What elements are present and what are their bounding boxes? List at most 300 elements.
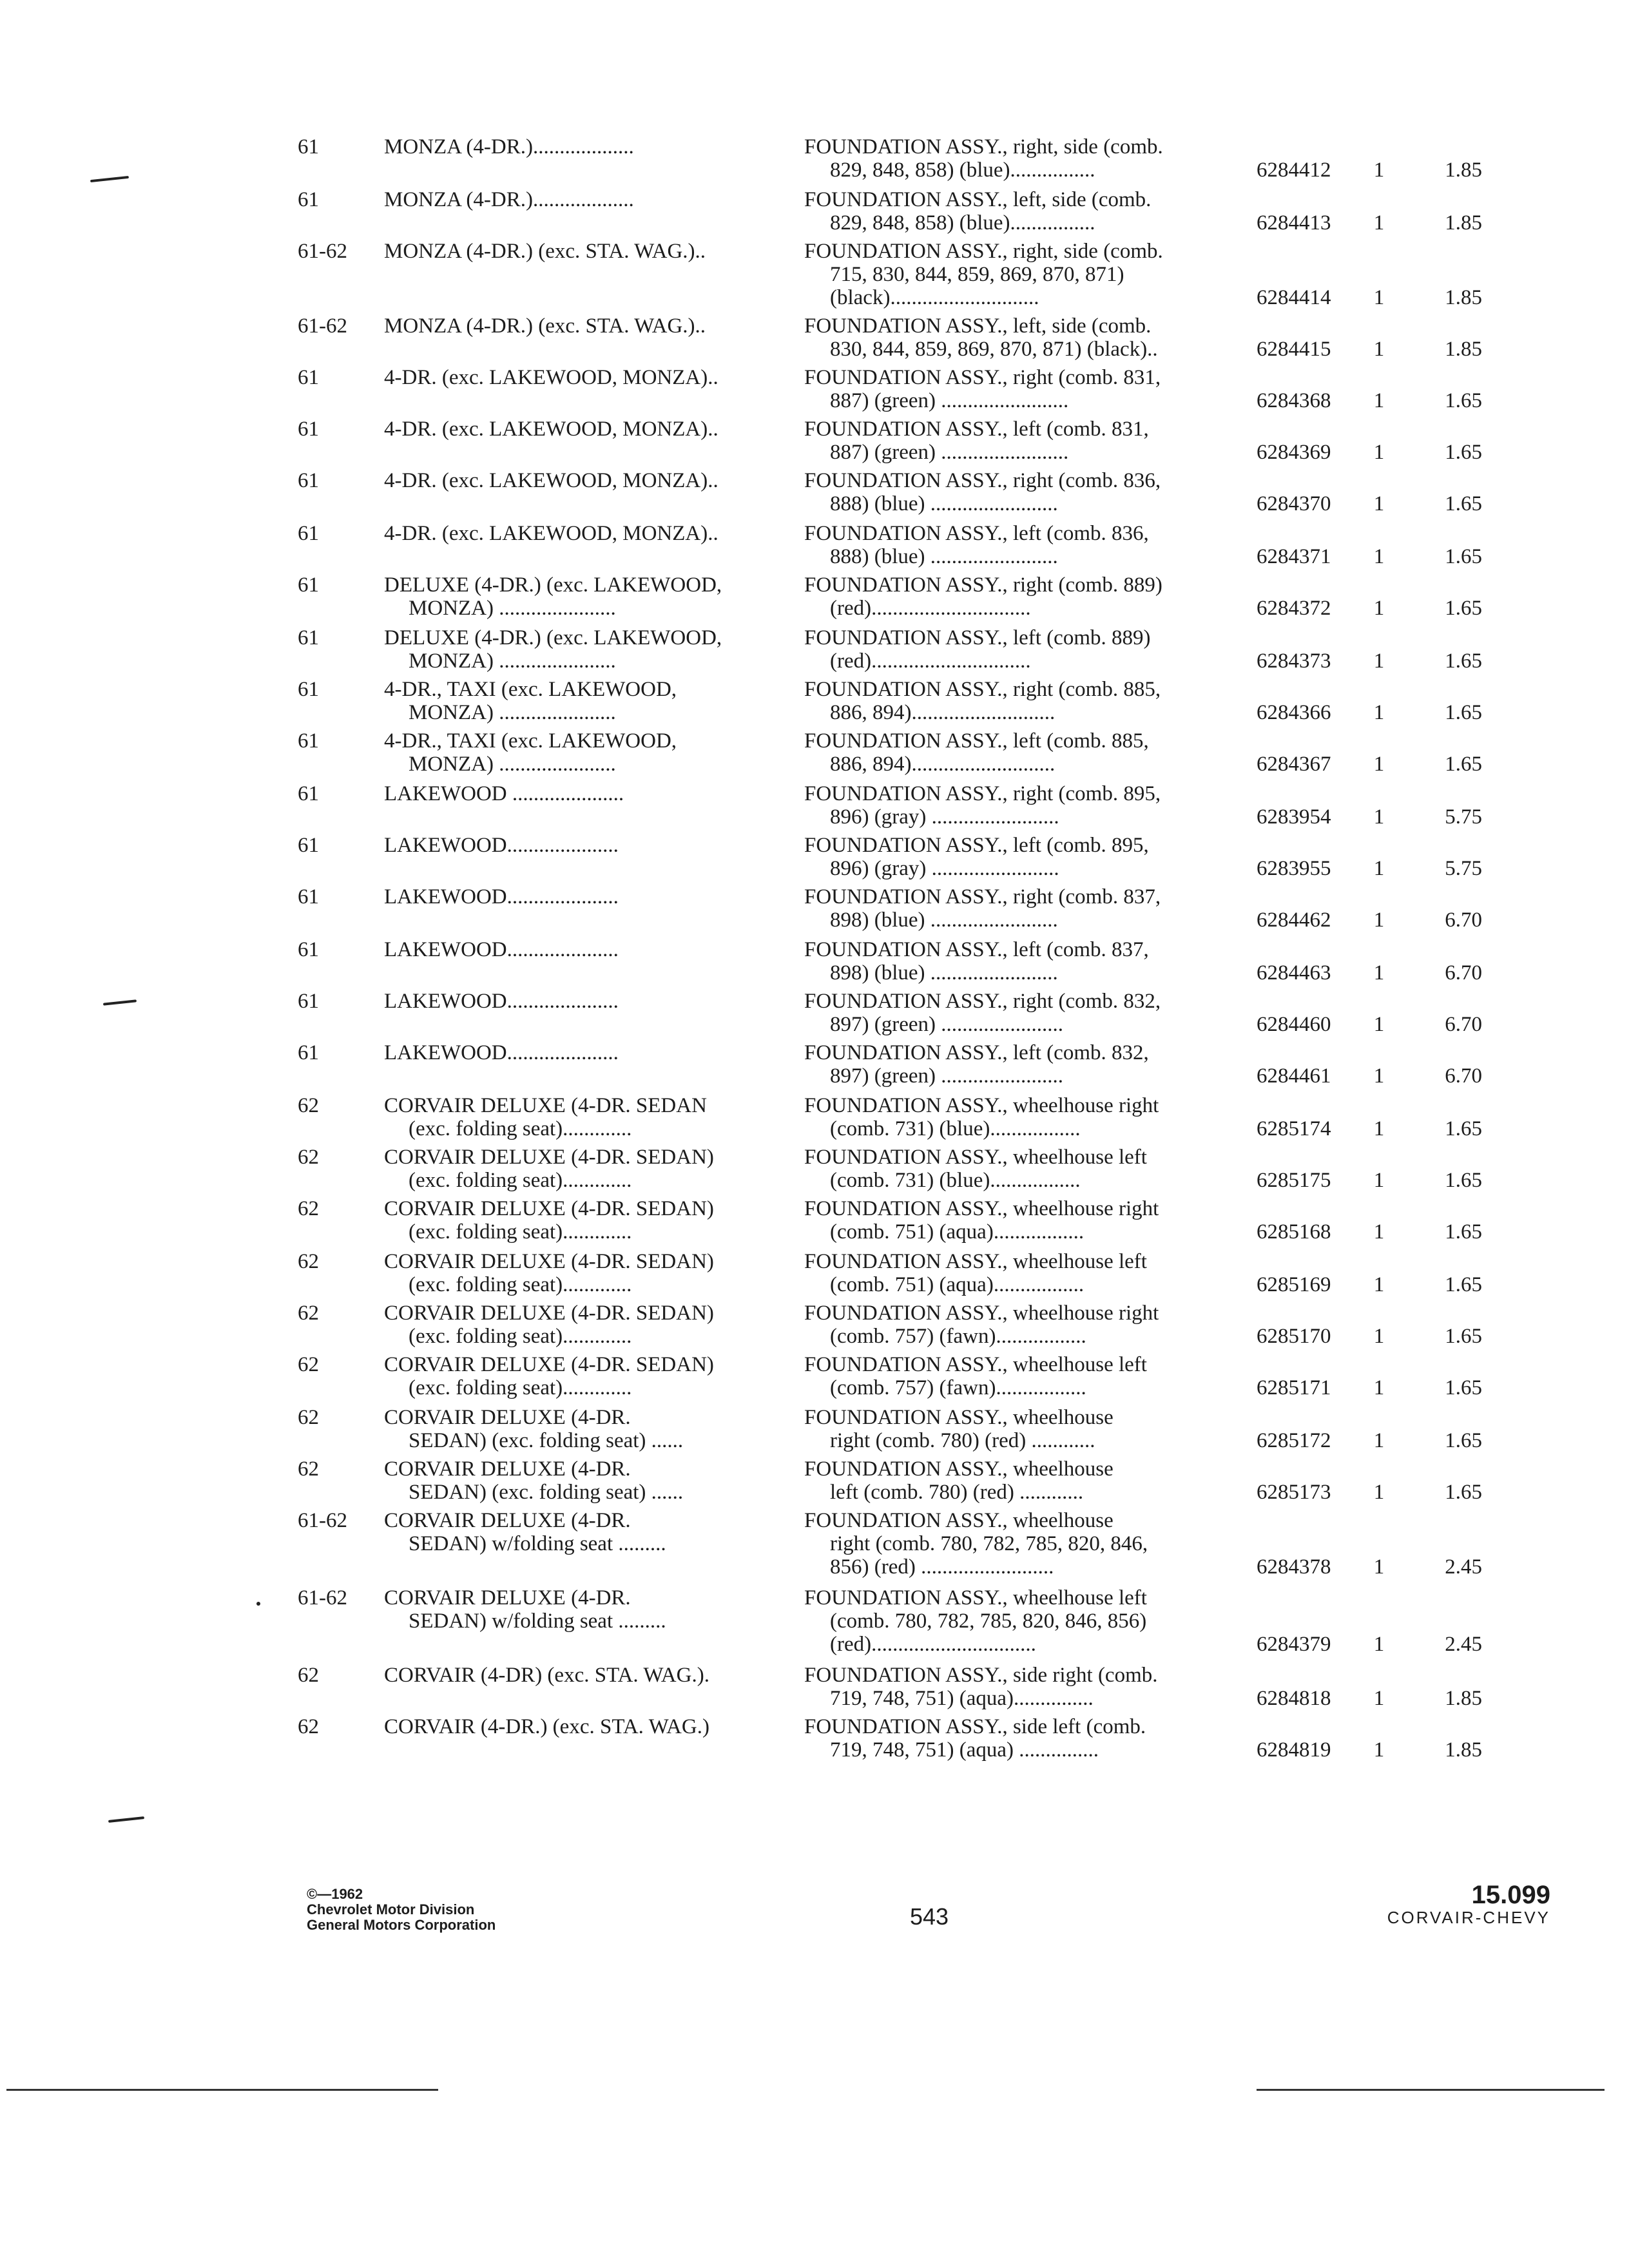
- model-line: MONZA (4-DR.)...................: [384, 188, 634, 211]
- model-line: CORVAIR DELUXE (4-DR. SEDAN): [384, 1250, 714, 1273]
- price-cell: 6.70: [1445, 908, 1482, 932]
- price-cell: 1.65: [1445, 1481, 1482, 1504]
- description-line: (comb. 757) (fawn).................: [830, 1376, 1086, 1399]
- description-line: 897) (green) .......................: [830, 1013, 1064, 1036]
- description-cell: [804, 1146, 1242, 1192]
- model-cell: [384, 1509, 771, 1555]
- year-cell: 61: [298, 834, 319, 857]
- description-cell: [804, 1041, 1242, 1088]
- description-line: (red)...............................: [830, 1633, 1036, 1656]
- price-cell: 1.65: [1445, 701, 1482, 724]
- quantity-cell: 1: [1373, 908, 1385, 932]
- model-cell: [384, 626, 771, 673]
- model-cell: [384, 1146, 771, 1192]
- description-cell: [804, 1509, 1242, 1579]
- page-number: 543: [910, 1903, 949, 1930]
- description-cell: [804, 1406, 1242, 1452]
- model-line: MONZA (4-DR.) (exc. STA. WAG.)..: [384, 240, 706, 263]
- part-number-cell: 6284372: [1257, 597, 1331, 620]
- price-cell: 2.45: [1445, 1633, 1482, 1656]
- price-cell: 1.65: [1445, 1273, 1482, 1296]
- quantity-cell: 1: [1373, 857, 1385, 880]
- model-line: MONZA) ......................: [409, 701, 616, 724]
- year-cell: 61: [298, 938, 319, 961]
- price-cell: 1.65: [1445, 1169, 1482, 1192]
- model-cell: [384, 1197, 771, 1244]
- model-cell: [384, 188, 771, 211]
- model-cell: [384, 885, 771, 908]
- description-line: FOUNDATION ASSY., left (comb. 889): [804, 626, 1151, 649]
- description-line: FOUNDATION ASSY., wheelhouse left: [804, 1586, 1147, 1610]
- description-line: (comb. 731) (blue).................: [830, 1169, 1081, 1192]
- part-number-cell: 6284463: [1257, 961, 1331, 985]
- price-cell: 1.65: [1445, 1117, 1482, 1140]
- model-cell: [384, 573, 771, 620]
- model-line: CORVAIR DELUXE (4-DR.: [384, 1509, 631, 1532]
- description-line: (comb. 751) (aqua).................: [830, 1220, 1084, 1244]
- part-number-cell: 6284414: [1257, 286, 1331, 309]
- quantity-cell: 1: [1373, 545, 1385, 568]
- bottom-rule-right: [1257, 2089, 1605, 2091]
- margin-mark: [108, 1816, 144, 1823]
- model-line: 4-DR. (exc. LAKEWOOD, MONZA)..: [384, 522, 718, 545]
- part-number-cell: 6285172: [1257, 1429, 1331, 1452]
- model-line: LAKEWOOD .....................: [384, 782, 624, 805]
- part-number-cell: 6284370: [1257, 492, 1331, 515]
- model-cell: [384, 240, 771, 263]
- description-cell: [804, 1353, 1242, 1399]
- part-number-cell: 6285168: [1257, 1220, 1331, 1244]
- description-cell: [804, 135, 1242, 182]
- model-cell: [384, 1715, 771, 1738]
- quantity-cell: 1: [1373, 1687, 1385, 1710]
- quantity-cell: 1: [1373, 1481, 1385, 1504]
- margin-mark: [103, 999, 137, 1005]
- price-cell: 1.65: [1445, 441, 1482, 464]
- year-cell: 62: [298, 1250, 319, 1273]
- year-cell: 61: [298, 729, 319, 753]
- quantity-cell: 1: [1373, 1064, 1385, 1088]
- model-cell: [384, 938, 771, 961]
- part-number-cell: 6284462: [1257, 908, 1331, 932]
- model-line: (exc. folding seat).............: [409, 1117, 632, 1140]
- part-number-cell: 6284378: [1257, 1555, 1331, 1579]
- description-line: FOUNDATION ASSY., right (comb. 836,: [804, 469, 1161, 492]
- description-line: FOUNDATION ASSY., wheelhouse right: [804, 1197, 1159, 1220]
- model-cell: [384, 469, 771, 492]
- model-line: SEDAN) (exc. folding seat) ......: [409, 1429, 684, 1452]
- description-line: FOUNDATION ASSY., right (comb. 831,: [804, 366, 1161, 389]
- model-line: 4-DR. (exc. LAKEWOOD, MONZA)..: [384, 366, 718, 389]
- description-line: FOUNDATION ASSY., wheelhouse left: [804, 1250, 1147, 1273]
- price-cell: 1.65: [1445, 389, 1482, 412]
- description-line: 888) (blue) ........................: [830, 545, 1058, 568]
- year-cell: 61: [298, 990, 319, 1013]
- model-line: SEDAN) w/folding seat .........: [409, 1532, 666, 1555]
- description-line: 719, 748, 751) (aqua)...............: [830, 1687, 1094, 1710]
- year-cell: 61: [298, 1041, 319, 1064]
- year-cell: 62: [298, 1406, 319, 1429]
- description-line: FOUNDATION ASSY., left (comb. 885,: [804, 729, 1149, 753]
- price-cell: 2.45: [1445, 1555, 1482, 1579]
- price-cell: 1.65: [1445, 1376, 1482, 1399]
- description-line: FOUNDATION ASSY., wheelhouse left: [804, 1146, 1147, 1169]
- description-line: FOUNDATION ASSY., right (comb. 885,: [804, 678, 1161, 701]
- quantity-cell: 1: [1373, 701, 1385, 724]
- corporation: General Motors Corporation: [307, 1917, 496, 1933]
- model-line: (exc. folding seat).............: [409, 1220, 632, 1244]
- quantity-cell: 1: [1373, 1220, 1385, 1244]
- description-line: FOUNDATION ASSY., right (comb. 895,: [804, 782, 1161, 805]
- description-cell: [804, 626, 1242, 673]
- description-cell: [804, 990, 1242, 1036]
- model-cell: [384, 1250, 771, 1296]
- description-line: FOUNDATION ASSY., left (comb. 832,: [804, 1041, 1149, 1064]
- model-cell: [384, 1302, 771, 1348]
- quantity-cell: 1: [1373, 389, 1385, 412]
- description-line: 887) (green) ........................: [830, 389, 1069, 412]
- quantity-cell: 1: [1373, 597, 1385, 620]
- model-line: CORVAIR (4-DR) (exc. STA. WAG.).: [384, 1664, 709, 1687]
- model-line: LAKEWOOD.....................: [384, 834, 619, 857]
- price-cell: 1.85: [1445, 1687, 1482, 1710]
- description-line: 897) (green) .......................: [830, 1064, 1064, 1088]
- model-line: MONZA) ......................: [409, 753, 616, 776]
- part-number-cell: 6283955: [1257, 857, 1331, 880]
- part-number-cell: 6284368: [1257, 389, 1331, 412]
- price-cell: 1.65: [1445, 1220, 1482, 1244]
- price-cell: 1.65: [1445, 545, 1482, 568]
- part-number-cell: 6284412: [1257, 159, 1331, 182]
- part-number-cell: 6283954: [1257, 805, 1331, 829]
- part-number-cell: 6284369: [1257, 441, 1331, 464]
- quantity-cell: 1: [1373, 1117, 1385, 1140]
- description-line: (comb. 757) (fawn).................: [830, 1325, 1086, 1348]
- model-cell: [384, 1457, 771, 1504]
- model-cell: [384, 1586, 771, 1633]
- model-line: CORVAIR DELUXE (4-DR.: [384, 1406, 631, 1429]
- part-number-cell: 6284379: [1257, 1633, 1331, 1656]
- description-cell: [804, 885, 1242, 932]
- model-cell: [384, 522, 771, 545]
- year-cell: 61-62: [298, 1586, 347, 1610]
- description-cell: [804, 240, 1242, 309]
- model-cell: [384, 1353, 771, 1399]
- margin-mark: [90, 176, 129, 182]
- part-number-cell: 6285169: [1257, 1273, 1331, 1296]
- model-line: SEDAN) w/folding seat .........: [409, 1610, 666, 1633]
- description-cell: [804, 366, 1242, 412]
- description-cell: [804, 418, 1242, 464]
- quantity-cell: 1: [1373, 1273, 1385, 1296]
- year-cell: 61-62: [298, 240, 347, 263]
- description-cell: [804, 938, 1242, 985]
- quantity-cell: 1: [1373, 1429, 1385, 1452]
- description-line: FOUNDATION ASSY., left, side (comb.: [804, 314, 1152, 338]
- description-line: (comb. 751) (aqua).................: [830, 1273, 1084, 1296]
- model-line: CORVAIR DELUXE (4-DR. SEDAN): [384, 1353, 714, 1376]
- quantity-cell: 1: [1373, 1555, 1385, 1579]
- price-cell: 1.65: [1445, 649, 1482, 673]
- model-line: 4-DR. (exc. LAKEWOOD, MONZA)..: [384, 469, 718, 492]
- model-line: LAKEWOOD.....................: [384, 990, 619, 1013]
- description-line: FOUNDATION ASSY., left (comb. 895,: [804, 834, 1149, 857]
- part-number-cell: 6285175: [1257, 1169, 1331, 1192]
- description-cell: [804, 188, 1242, 235]
- year-cell: 62: [298, 1146, 319, 1169]
- year-cell: 61: [298, 885, 319, 908]
- price-cell: 6.70: [1445, 1064, 1482, 1088]
- description-line: FOUNDATION ASSY., wheelhouse right: [804, 1094, 1159, 1117]
- copyright: ©—1962: [307, 1886, 363, 1902]
- model-cell: [384, 418, 771, 441]
- model-line: DELUXE (4-DR.) (exc. LAKEWOOD,: [384, 573, 722, 597]
- description-cell: [804, 573, 1242, 620]
- description-cell: [804, 314, 1242, 361]
- description-line: 886, 894)...........................: [830, 701, 1055, 724]
- description-cell: [804, 1715, 1242, 1762]
- description-line: 856) (red) .........................: [830, 1555, 1054, 1579]
- part-number-cell: 6284461: [1257, 1064, 1331, 1088]
- description-line: FOUNDATION ASSY., wheelhouse: [804, 1457, 1113, 1481]
- price-cell: 5.75: [1445, 857, 1482, 880]
- description-line: right (comb. 780) (red) ............: [830, 1429, 1095, 1452]
- description-line: 898) (blue) ........................: [830, 961, 1058, 985]
- description-line: FOUNDATION ASSY., left, side (comb.: [804, 188, 1152, 211]
- part-number-cell: 6284415: [1257, 338, 1331, 361]
- description-cell: [804, 678, 1242, 724]
- model-line: CORVAIR DELUXE (4-DR.: [384, 1586, 631, 1610]
- model-line: LAKEWOOD.....................: [384, 885, 619, 908]
- description-cell: [804, 729, 1242, 776]
- quantity-cell: 1: [1373, 211, 1385, 235]
- description-line: FOUNDATION ASSY., right (comb. 832,: [804, 990, 1161, 1013]
- description-cell: [804, 1094, 1242, 1140]
- description-cell: [804, 1197, 1242, 1244]
- description-cell: [804, 834, 1242, 880]
- model-line: MONZA (4-DR.) (exc. STA. WAG.)..: [384, 314, 706, 338]
- description-line: (comb. 780, 782, 785, 820, 846, 856): [830, 1610, 1147, 1633]
- description-cell: [804, 1586, 1242, 1656]
- year-cell: 61: [298, 573, 319, 597]
- model-line: (exc. folding seat).............: [409, 1325, 632, 1348]
- model-cell: [384, 990, 771, 1013]
- bottom-rule-left: [6, 2089, 438, 2091]
- model-cell: [384, 1041, 771, 1064]
- description-line: (comb. 731) (blue).................: [830, 1117, 1081, 1140]
- description-cell: [804, 1250, 1242, 1296]
- publisher-block: [307, 1887, 496, 1933]
- model-line: CORVAIR DELUXE (4-DR. SEDAN): [384, 1146, 714, 1169]
- part-number-cell: 6284373: [1257, 649, 1331, 673]
- year-cell: 62: [298, 1353, 319, 1376]
- description-cell: [804, 1664, 1242, 1710]
- model-line: (exc. folding seat).............: [409, 1273, 632, 1296]
- model-line: CORVAIR DELUXE (4-DR.: [384, 1457, 631, 1481]
- description-line: (black)............................: [830, 286, 1039, 309]
- model-line: 4-DR., TAXI (exc. LAKEWOOD,: [384, 729, 677, 753]
- part-number-cell: 6285174: [1257, 1117, 1331, 1140]
- quantity-cell: 1: [1373, 1013, 1385, 1036]
- description-cell: [804, 522, 1242, 568]
- model-cell: [384, 314, 771, 338]
- model-line: CORVAIR DELUXE (4-DR. SEDAN: [384, 1094, 707, 1117]
- model-line: CORVAIR DELUXE (4-DR. SEDAN): [384, 1197, 714, 1220]
- model-line: CORVAIR DELUXE (4-DR. SEDAN): [384, 1302, 714, 1325]
- year-cell: 61-62: [298, 314, 347, 338]
- price-cell: 1.85: [1445, 159, 1482, 182]
- section-code: 15.099: [1471, 1881, 1550, 1909]
- quantity-cell: 1: [1373, 1169, 1385, 1192]
- year-cell: 61: [298, 418, 319, 441]
- part-number-cell: 6284413: [1257, 211, 1331, 235]
- model-cell: [384, 366, 771, 389]
- description-line: FOUNDATION ASSY., wheelhouse: [804, 1406, 1113, 1429]
- description-cell: [804, 782, 1242, 829]
- model-cell: [384, 135, 771, 159]
- part-number-cell: 6284367: [1257, 753, 1331, 776]
- quantity-cell: 1: [1373, 492, 1385, 515]
- quantity-cell: 1: [1373, 159, 1385, 182]
- year-cell: 62: [298, 1197, 319, 1220]
- section-block: [1387, 1881, 1550, 1927]
- price-cell: 1.85: [1445, 286, 1482, 309]
- price-cell: 1.65: [1445, 597, 1482, 620]
- price-cell: 1.85: [1445, 211, 1482, 235]
- year-cell: 61: [298, 522, 319, 545]
- model-line: LAKEWOOD.....................: [384, 938, 619, 961]
- quantity-cell: 1: [1373, 441, 1385, 464]
- description-line: 719, 748, 751) (aqua) ...............: [830, 1738, 1099, 1762]
- model-line: DELUXE (4-DR.) (exc. LAKEWOOD,: [384, 626, 722, 649]
- price-cell: 5.75: [1445, 805, 1482, 829]
- margin-mark: [256, 1602, 260, 1606]
- division: Chevrolet Motor Division: [307, 1901, 475, 1917]
- model-line: SEDAN) (exc. folding seat) ......: [409, 1481, 684, 1504]
- quantity-cell: 1: [1373, 338, 1385, 361]
- year-cell: 61: [298, 678, 319, 701]
- part-number-cell: 6284819: [1257, 1738, 1331, 1762]
- model-line: (exc. folding seat).............: [409, 1376, 632, 1399]
- model-cell: [384, 782, 771, 805]
- model-cell: [384, 834, 771, 857]
- description-cell: [804, 1457, 1242, 1504]
- year-cell: 61: [298, 188, 319, 211]
- price-cell: 1.85: [1445, 338, 1482, 361]
- description-line: (red)..............................: [830, 597, 1031, 620]
- description-line: 888) (blue) ........................: [830, 492, 1058, 515]
- part-number-cell: 6284371: [1257, 545, 1331, 568]
- year-cell: 61: [298, 366, 319, 389]
- description-line: FOUNDATION ASSY., right, side (comb.: [804, 135, 1163, 159]
- model-line: CORVAIR (4-DR.) (exc. STA. WAG.): [384, 1715, 709, 1738]
- model-line: (exc. folding seat).............: [409, 1169, 632, 1192]
- description-line: FOUNDATION ASSY., right, side (comb.: [804, 240, 1163, 263]
- price-cell: 6.70: [1445, 1013, 1482, 1036]
- description-line: FOUNDATION ASSY., side left (comb.: [804, 1715, 1146, 1738]
- quantity-cell: 1: [1373, 1738, 1385, 1762]
- part-number-cell: 6285173: [1257, 1481, 1331, 1504]
- model-cell: [384, 729, 771, 776]
- description-line: 898) (blue) ........................: [830, 908, 1058, 932]
- description-line: 829, 848, 858) (blue)................: [830, 159, 1095, 182]
- year-cell: 61-62: [298, 1509, 347, 1532]
- description-line: 715, 830, 844, 859, 869, 870, 871): [830, 263, 1124, 286]
- price-cell: 1.65: [1445, 1429, 1482, 1452]
- part-number-cell: 6285171: [1257, 1376, 1331, 1399]
- quantity-cell: 1: [1373, 1325, 1385, 1348]
- description-line: right (comb. 780, 782, 785, 820, 846,: [830, 1532, 1148, 1555]
- description-line: FOUNDATION ASSY., side right (comb.: [804, 1664, 1158, 1687]
- model-cell: [384, 1094, 771, 1140]
- price-cell: 1.65: [1445, 1325, 1482, 1348]
- model-line: MONZA) ......................: [409, 649, 616, 673]
- quantity-cell: 1: [1373, 286, 1385, 309]
- part-number-cell: 6284818: [1257, 1687, 1331, 1710]
- description-line: 886, 894)...........................: [830, 753, 1055, 776]
- quantity-cell: 1: [1373, 753, 1385, 776]
- year-cell: 61: [298, 626, 319, 649]
- model-cell: [384, 1664, 771, 1687]
- model-line: 4-DR. (exc. LAKEWOOD, MONZA)..: [384, 418, 718, 441]
- description-line: 830, 844, 859, 869, 870, 871) (black)..: [830, 338, 1158, 361]
- year-cell: 61: [298, 135, 319, 159]
- description-line: 887) (green) ........................: [830, 441, 1069, 464]
- model-cell: [384, 1406, 771, 1452]
- model-line: MONZA) ......................: [409, 597, 616, 620]
- year-cell: 62: [298, 1457, 319, 1481]
- description-line: FOUNDATION ASSY., wheelhouse right: [804, 1302, 1159, 1325]
- description-line: FOUNDATION ASSY., left (comb. 836,: [804, 522, 1149, 545]
- description-line: FOUNDATION ASSY., wheelhouse left: [804, 1353, 1147, 1376]
- section-name: CORVAIR-CHEVY: [1387, 1908, 1550, 1927]
- description-line: (red)..............................: [830, 649, 1031, 673]
- description-line: 896) (gray) ........................: [830, 805, 1059, 829]
- description-line: left (comb. 780) (red) ............: [830, 1481, 1084, 1504]
- description-line: 896) (gray) ........................: [830, 857, 1059, 880]
- year-cell: 61: [298, 469, 319, 492]
- year-cell: 62: [298, 1664, 319, 1687]
- part-number-cell: 6284366: [1257, 701, 1331, 724]
- description-line: 829, 848, 858) (blue)................: [830, 211, 1095, 235]
- price-cell: 1.85: [1445, 1738, 1482, 1762]
- description-line: FOUNDATION ASSY., left (comb. 831,: [804, 418, 1149, 441]
- description-cell: [804, 1302, 1242, 1348]
- price-cell: 6.70: [1445, 961, 1482, 985]
- year-cell: 62: [298, 1302, 319, 1325]
- description-line: FOUNDATION ASSY., right (comb. 837,: [804, 885, 1161, 908]
- year-cell: 62: [298, 1715, 319, 1738]
- model-cell: [384, 678, 771, 724]
- price-cell: 1.65: [1445, 753, 1482, 776]
- description-line: FOUNDATION ASSY., right (comb. 889): [804, 573, 1162, 597]
- year-cell: 62: [298, 1094, 319, 1117]
- description-cell: [804, 469, 1242, 515]
- year-cell: 61: [298, 782, 319, 805]
- description-line: FOUNDATION ASSY., wheelhouse: [804, 1509, 1113, 1532]
- quantity-cell: 1: [1373, 805, 1385, 829]
- quantity-cell: 1: [1373, 961, 1385, 985]
- model-line: MONZA (4-DR.)...................: [384, 135, 634, 159]
- quantity-cell: 1: [1373, 1633, 1385, 1656]
- part-number-cell: 6284460: [1257, 1013, 1331, 1036]
- price-cell: 1.65: [1445, 492, 1482, 515]
- quantity-cell: 1: [1373, 649, 1385, 673]
- model-line: 4-DR., TAXI (exc. LAKEWOOD,: [384, 678, 677, 701]
- quantity-cell: 1: [1373, 1376, 1385, 1399]
- model-line: LAKEWOOD.....................: [384, 1041, 619, 1064]
- part-number-cell: 6285170: [1257, 1325, 1331, 1348]
